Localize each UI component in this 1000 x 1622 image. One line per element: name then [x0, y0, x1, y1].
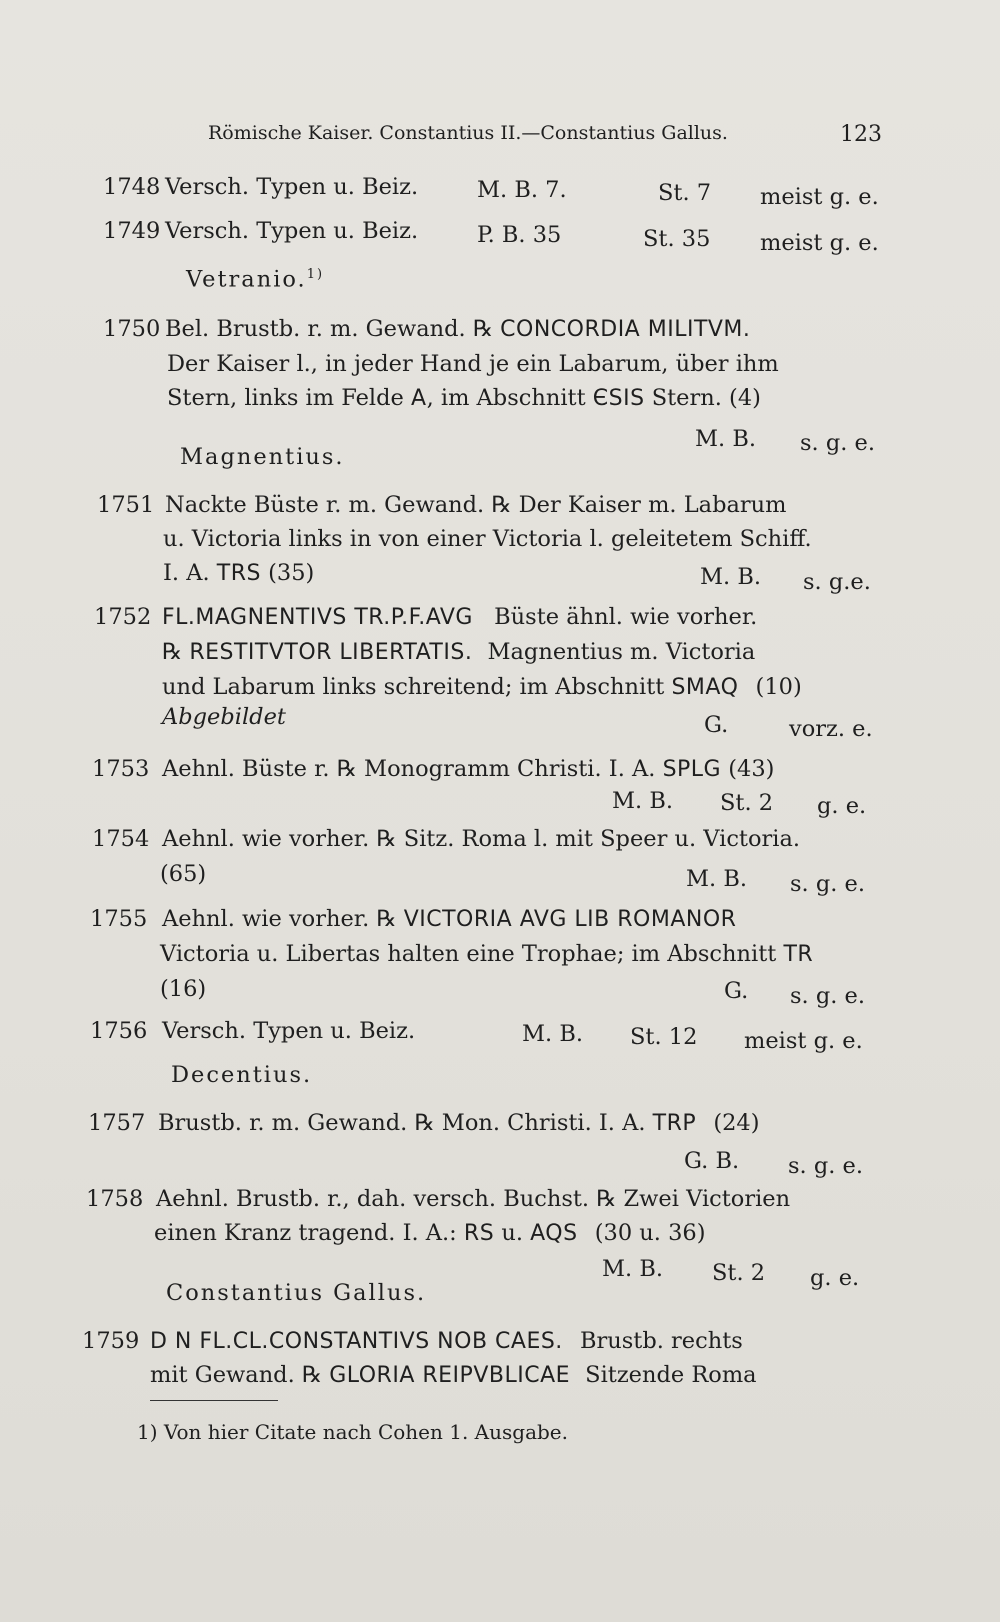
entry-1751-state: s. g.e. [803, 569, 871, 595]
entry-1755: 1755 Aehnl. wie vorher. ℞ VICTORIA AVG LIB ROMANOR [90, 906, 737, 932]
entry-1750-size: M. B. [695, 426, 757, 452]
entry-1759: 1759 D N FL.CL.CONSTANTIVS NOB CAES. Brustb. rechts [82, 1328, 743, 1354]
entry-1751-line3: I. A. TRS (35) [163, 560, 315, 586]
page-number: 123 [840, 122, 882, 147]
entry-1749-size: P. B. 35 [477, 222, 562, 248]
mint-mark: TRP [652, 1111, 697, 1136]
entry-1757-size: G. B. [684, 1148, 740, 1174]
entry-text: Versch. Typen u. Beiz. [165, 218, 419, 244]
legend-text: D N FL.CL.CONSTANTIVS NOB CAES. [150, 1329, 563, 1354]
entry-1748-size: M. B. 7. [477, 177, 567, 203]
entry-1758: 1758 Aehnl. Brustb. r., dah. versch. Buchst. ℞ Zwei Victorien [86, 1186, 791, 1212]
entry-number: 1750 [103, 316, 161, 342]
entry-1749 [103, 220, 418, 243]
entry-1758-state: g. e. [810, 1265, 860, 1291]
field-mark: A [411, 386, 427, 411]
entry-1751: 1751 Nackte Büste r. m. Gewand. ℞ Der Kaiser m. Labarum [97, 492, 787, 518]
entry-number: 1757 [88, 1110, 146, 1136]
entry-number: 1756 [90, 1018, 148, 1044]
entry-1752-size: G. [704, 712, 729, 738]
entry-1748-state: meist g. e. [760, 184, 879, 210]
entry-number: 1758 [86, 1186, 144, 1212]
entry-1753-state: g. e. [817, 793, 867, 819]
legend-text: RESTITVTOR LIBERTATIS. [189, 640, 473, 665]
entry-1755-state: s. g. e. [790, 983, 866, 1009]
entry-1748-count: St. 7 [658, 180, 712, 206]
entry-number: 1759 [82, 1328, 140, 1354]
entry-1750-line3: Stern, links im Felde A, im Abschnitt ЄSIS Stern. (4) [167, 385, 761, 411]
entry-1757-state: s. g. e. [788, 1153, 864, 1179]
mint-mark: RS [463, 1221, 495, 1246]
entry-1759-line2: mit Gewand. ℞ GLORIA REIPVBLICAE Sitzende Roma [150, 1362, 757, 1388]
entry-1753-count: St. 2 [720, 790, 774, 816]
entry-1750-line2: Der Kaiser l., in jeder Hand je ein Labarum, über ihm [167, 351, 779, 377]
legend-text: GLORIA REIPVBLICAE [329, 1363, 571, 1388]
legend-text: VICTORIA AVG LIB ROMANOR [403, 907, 737, 932]
entry-1755-line2: Victoria u. Libertas halten eine Trophae; im Abschnitt TR [160, 941, 814, 967]
entry-1755-line3: (16) [160, 976, 207, 1002]
entry-1758-line2: einen Kranz tragend. I. A.: RS u. AQS (30 u. 36) [154, 1220, 706, 1246]
entry-1751-size: M. B. [700, 564, 762, 590]
entry-number: 1752 [94, 604, 152, 630]
entry-1756-count: St. 12 [630, 1024, 698, 1050]
entry-1752: 1752 FL.MAGNENTIVS TR.P.F.AVG Büste ähnl. wie vorher. [94, 604, 758, 630]
entry-number: 1754 [92, 826, 150, 852]
entry-1748 [103, 176, 418, 199]
mint-mark: TR [783, 942, 814, 967]
entry-1758-size: M. B. [602, 1256, 664, 1282]
running-header [208, 122, 882, 147]
section-heading-vetranio: Vetranio.$^{1)}$ [186, 266, 325, 293]
mint-mark: ЄSIS [592, 386, 645, 411]
running-title: Römische Kaiser. Constantius II.—Constantius Gallus. [208, 122, 728, 144]
entry-number: 1749 [103, 218, 161, 244]
entry-number: 1751 [97, 492, 155, 518]
footnote-divider [150, 1400, 278, 1401]
entry-1752-line3: und Labarum links schreitend; im Abschnitt SMAQ (10) [162, 674, 802, 700]
entry-number: 1755 [90, 906, 148, 932]
legend-text: CONCORDIA MILITVM. [500, 317, 751, 342]
entry-1750-state: s. g. e. [800, 430, 876, 456]
section-heading-magnentius: Magnentius. [180, 444, 345, 470]
entry-1754-line2: (65) [160, 861, 207, 887]
entry-1753-size: M. B. [612, 788, 674, 814]
entry-number: 1753 [92, 756, 150, 782]
entry-1756 [90, 1020, 415, 1043]
entry-1757: 1757 Brustb. r. m. Gewand. ℞ Mon. Christi. I. A. TRP (24) [88, 1110, 760, 1136]
entry-text: Versch. Typen u. Beiz. [165, 174, 419, 200]
entry-1752-state: vorz. e. [789, 716, 873, 742]
entry-1754-state: s. g. e. [790, 871, 866, 897]
entry-1752-note: Abgebildet [162, 704, 286, 730]
entry-1750: 1750 Bel. Brustb. r. m. Gewand. ℞ CONCORDIA MILITVM. [103, 316, 751, 342]
mint-mark: SMAQ [671, 675, 739, 700]
entry-1751-line2: u. Victoria links in von einer Victoria l. geleitetem Schiff. [163, 526, 812, 552]
entry-1758-count: St. 2 [712, 1260, 766, 1286]
entry-1754: 1754 Aehnl. wie vorher. ℞ Sitz. Roma l. mit Speer u. Victoria. [92, 826, 801, 852]
footnote: 1) Von hier Citate nach Cohen 1. Ausgabe. [137, 1420, 568, 1444]
entry-1754-size: M. B. [686, 866, 748, 892]
entry-1756-size: M. B. [522, 1021, 584, 1047]
section-heading-decentius: Decentius. [171, 1062, 313, 1088]
entry-number: 1748 [103, 174, 161, 200]
entry-1755-size: G. [724, 978, 749, 1004]
entry-1752-line2: ℞ RESTITVTOR LIBERTATIS. Magnentius m. Victoria [162, 639, 756, 665]
entry-1756-state: meist g. e. [744, 1028, 863, 1054]
legend-text: FL.MAGNENTIVS TR.P.F.AVG [162, 605, 473, 630]
mint-mark: AQS [530, 1221, 578, 1246]
entry-1749-state: meist g. e. [760, 230, 879, 256]
entry-1753: 1753 Aehnl. Büste r. ℞ Monogramm Christi. I. A. SPLG (43) [92, 756, 775, 782]
section-heading-constantius-gallus: Constantius Gallus. [166, 1280, 427, 1306]
mint-mark: SPLG [662, 757, 722, 782]
mint-mark: TRS [216, 561, 261, 586]
footnote-marker: 1) [306, 267, 325, 282]
entry-1749-count: St. 35 [643, 226, 711, 252]
entry-text: Versch. Typen u. Beiz. [162, 1018, 416, 1044]
